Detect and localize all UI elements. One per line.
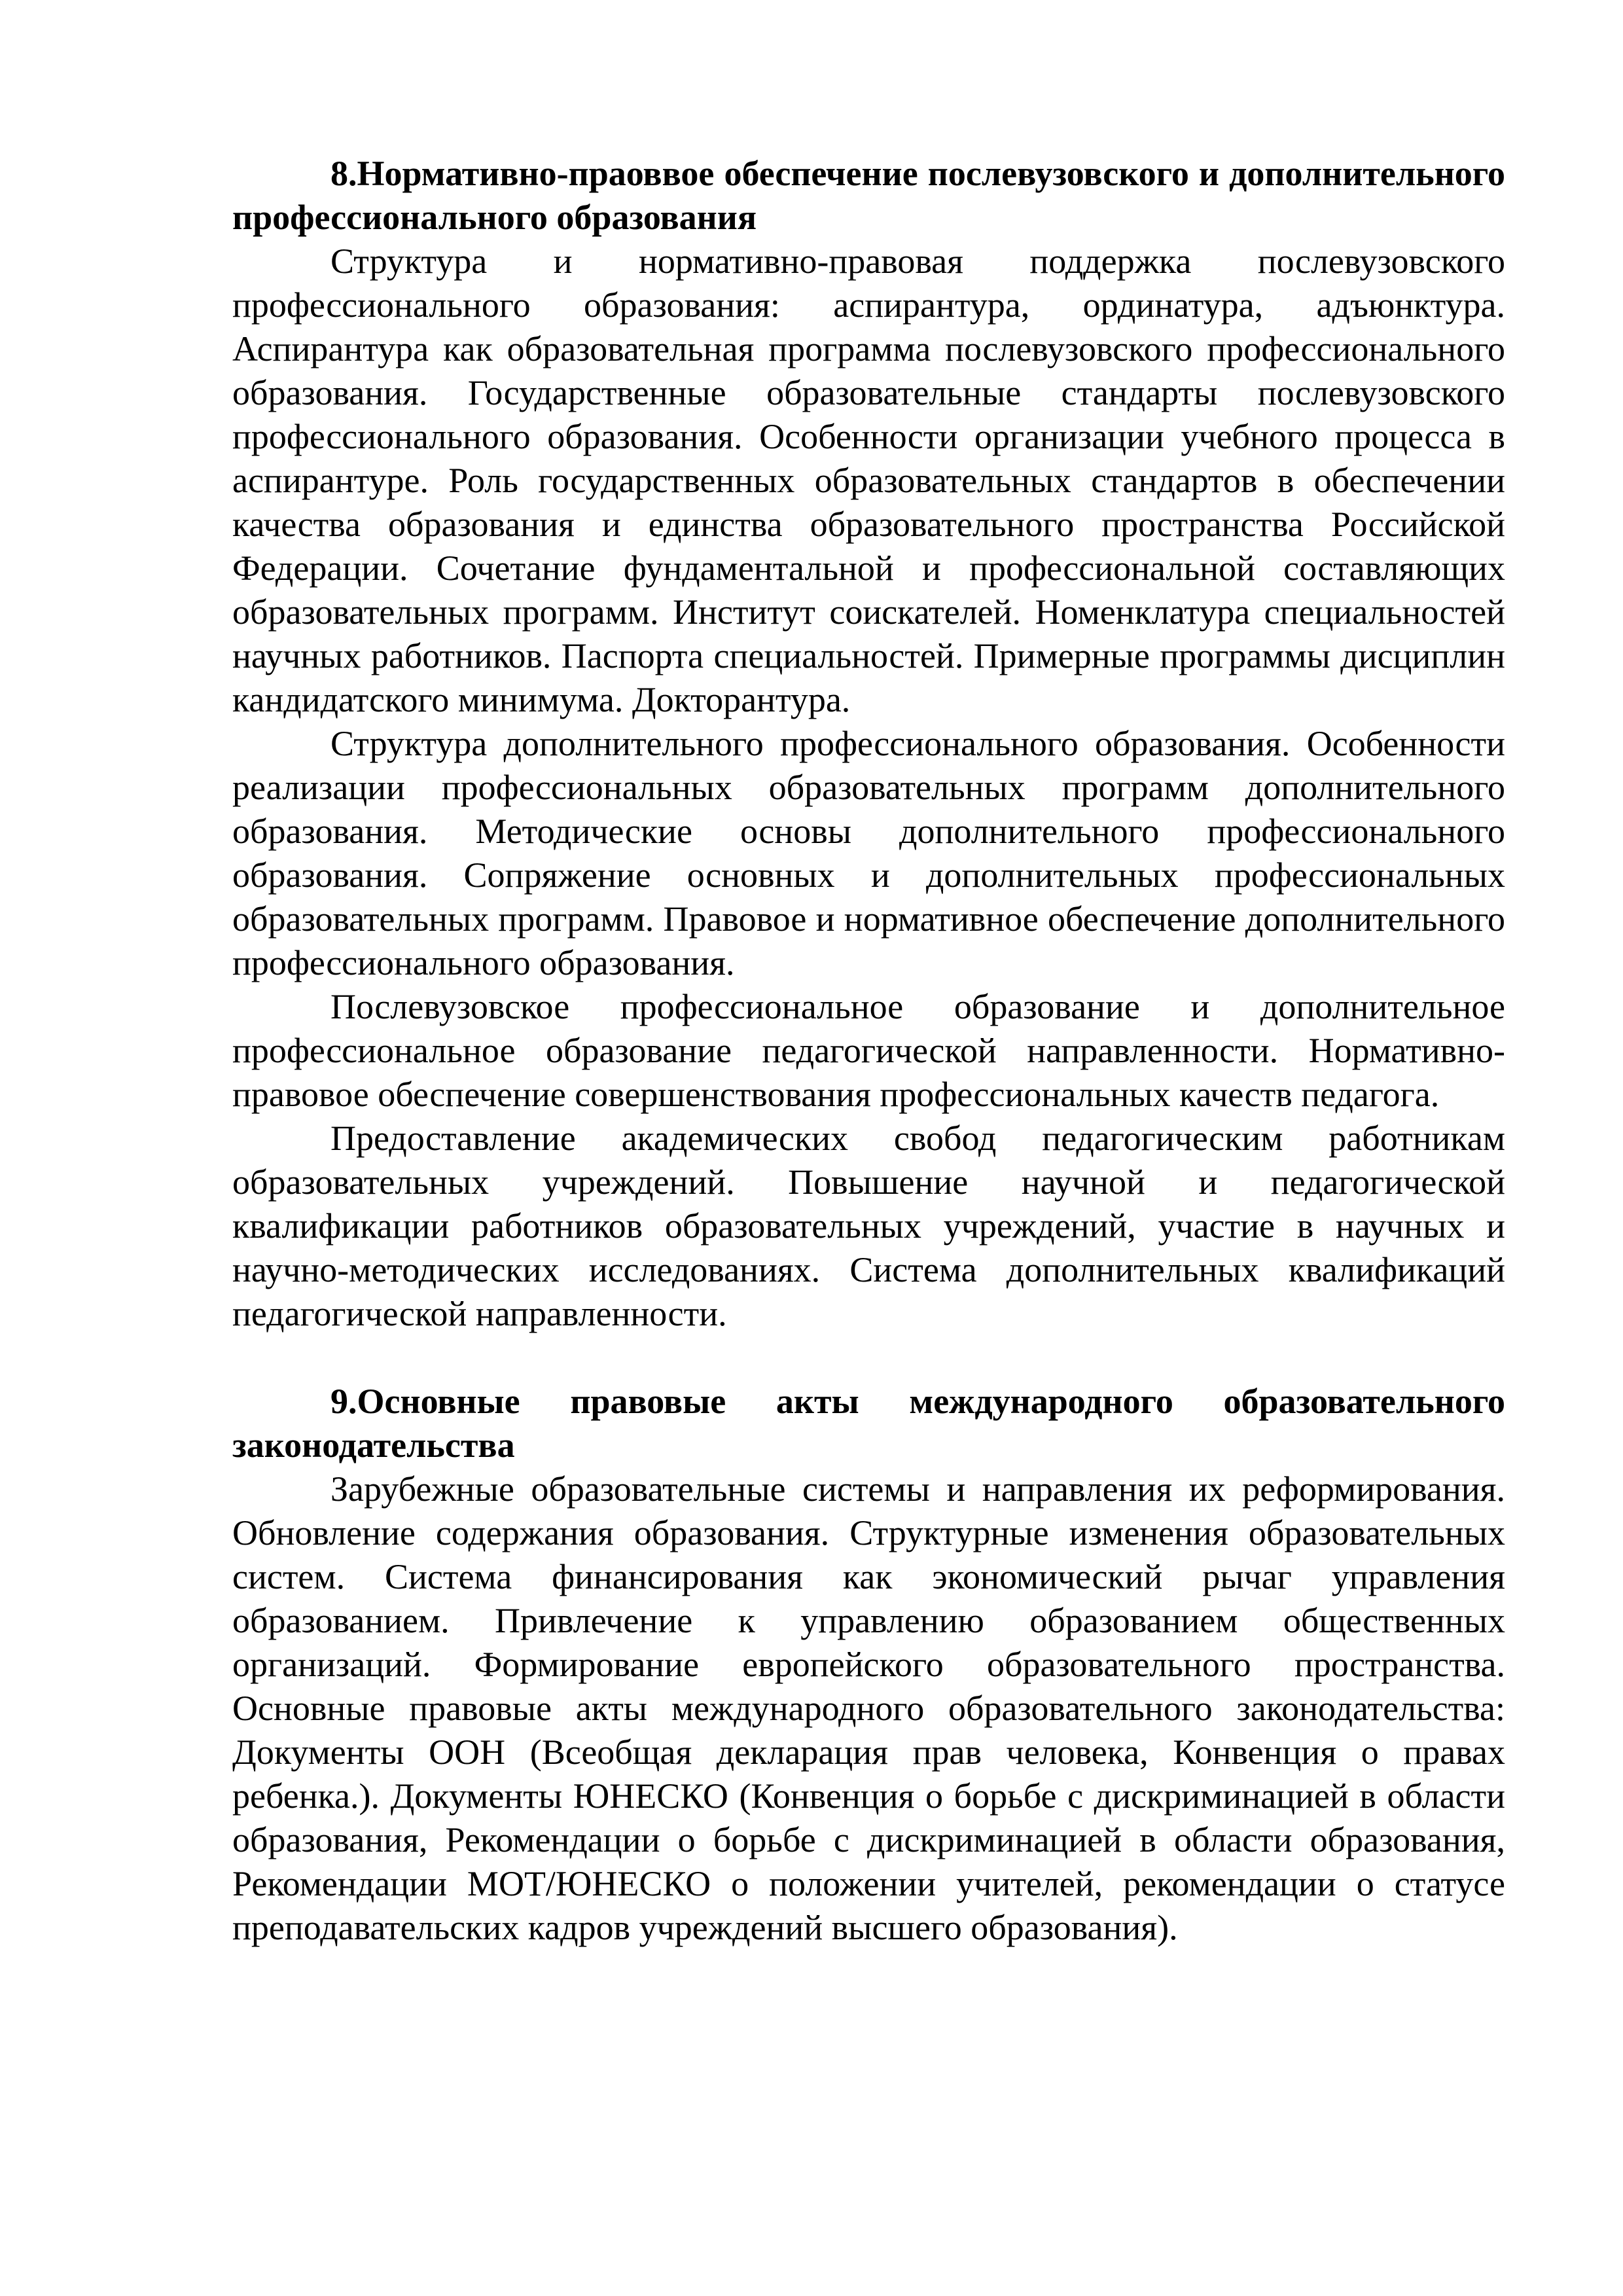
paragraph: Структура и нормативно-правовая поддержка послевузовского профессионального образования: аспирантура, ординатура, адъюнктура. Аспирантура как образовательная программа послевузовского профессионального образования. Государственные образовательные стандарты послевузовского профессионального образования. Особенности организации учебного процесса в аспирантуре. Роль государственных образовательных стандартов в обеспечении качества образования и единства образовательного пространства Российской Федерации. Сочетание фундаментальной и профессиональной составляющих образовательных программ. Институт соискателей. Номенклатура специальностей научных работников. Паспорта специальностей. Примерные программы дисциплин кандидатского минимума. Докторантура. [232,242,1505,719]
section-heading: 9.Основные правовые акты международного образовательного законодательства [232,1382,1505,1465]
paragraph: Зарубежные образовательные системы и направления их реформирования. Обновление содержания образования. Структурные изменения образовательных систем. Система финансирования как экономический рычаг управления образованием. Привлечение к управлению образованием общественных организаций. Формирование европейского образовательного пространства. Основные правовые акты международного образовательного законодательства: Документы ООН (Всеобщая декларация прав человека, Конвенция о правах ребенка.). Документы ЮНЕСКО (Конвенция о борьбе с дискриминацией в области образования, Рекомендации о борьбе с дискриминацией в области образования, Рекомендации МОТ/ЮНЕСКО о положении учителей, рекомендации о статусе преподавательских кадров учреждений высшего образования). [232,1469,1505,1947]
document-page [232,152,1505,1950]
paragraph: Структура дополнительного профессионального образования. Особенности реализации профессиональных образовательных программ дополнительного образования. Методические основы дополнительного профессионального образования. Сопряжение основных и дополнительных профессиональных образовательных программ. Правовое и нормативное обеспечение дополнительного профессионального образования. [232,724,1505,982]
section-heading: 8.Нормативно-праоввое обеспечение послевузовского и дополнительного профессионального образования [232,154,1505,237]
section-8 [232,152,1505,1336]
paragraph: Предоставление академических свобод педагогическим работникам образовательных учреждений. Повышение научной и педагогической квалификации работников образовательных учреждений, участие в научных и научно-методических исследованиях. Система дополнительных квалификаций педагогической направленности. [232,1119,1505,1333]
section-9 [232,1380,1505,1950]
paragraph: Послевузовское профессиональное образование и дополнительное профессиональное образование педагогической направленности. Нормативно-правовое обеспечение совершенствования профессиональных качеств педагога. [232,987,1505,1114]
